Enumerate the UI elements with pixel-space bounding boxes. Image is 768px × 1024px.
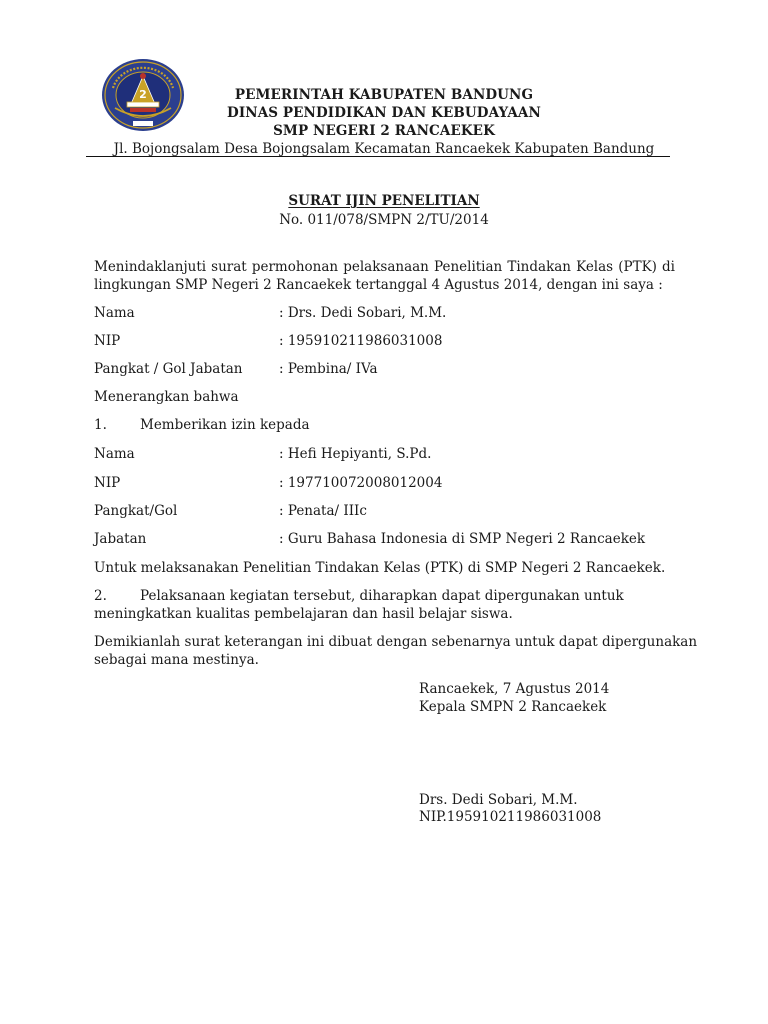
field-value: : Pembina/ IVa — [279, 361, 378, 377]
point-text: Pelaksanaan kegiatan tersebut, diharapkan dapat dipergunakan untuk — [140, 588, 624, 604]
closing-line-1: Demikianlah surat keterangan ini dibuat dengan sebenarnya untuk dapat dipergunakan — [94, 634, 698, 650]
signature-place-date: Rancaekek, 7 Agustus 2014 — [419, 681, 610, 697]
field-label: Nama — [94, 446, 135, 462]
field-value: : 195910211986031008 — [279, 333, 443, 349]
letterhead-school: SMP NEGERI 2 RANCAEKEK — [273, 123, 495, 139]
field-label: Pangkat/Gol — [94, 503, 178, 519]
field-label: Jabatan — [94, 531, 147, 547]
field-label: NIP — [94, 333, 121, 349]
field-value: : Guru Bahasa Indonesia di SMP Negeri 2 Rancaekek — [279, 531, 646, 547]
signature-position: Kepala SMPN 2 Rancaekek — [419, 699, 607, 715]
letterhead-department: DINAS PENDIDIKAN DAN KEBUDAYAAN — [227, 105, 541, 121]
point-2-continuation: meningkatkan kualitas pembelajaran dan hasil belajar siswa. — [94, 606, 513, 622]
letterhead — [110, 86, 658, 140]
letterhead-divider — [86, 156, 670, 157]
letter-title: SURAT IJIN PENELITIAN — [288, 193, 480, 209]
closing-line-2: sebagai mana mestinya. — [94, 652, 259, 668]
intro-paragraph: Menindaklanjuti surat permohonan pelaksanaan Penelitian Tindakan Kelas (PTK) di lingkungan SMP Negeri 2 Rancaekek tertanggal 4 Agustus 2014, dengan ini saya : — [94, 259, 675, 293]
svg-text:2: 2 — [139, 88, 147, 101]
menerangkan-text: Menerangkan bahwa — [94, 389, 239, 405]
point-number: 1. — [94, 417, 107, 433]
field-value: : Hefi Hepiyanti, S.Pd. — [279, 446, 432, 462]
purpose-text: Untuk melaksanakan Penelitian Tindakan Kelas (PTK) di SMP Negeri 2 Rancaekek. — [94, 560, 666, 576]
letter-number: No. 011/078/SMPN 2/TU/2014 — [279, 212, 489, 228]
field-label: NIP — [94, 475, 121, 491]
field-value: : Penata/ IIIc — [279, 503, 367, 519]
point-number: 2. — [94, 588, 107, 604]
field-label: Pangkat / Gol Jabatan — [94, 361, 243, 377]
letterhead-address: Jl. Bojongsalam Desa Bojongsalam Kecamatan Rancaekek Kabupaten Bandung — [113, 141, 655, 157]
field-label: Nama — [94, 305, 135, 321]
point-text: Memberikan izin kepada — [140, 417, 310, 433]
signature-name: Drs. Dedi Sobari, M.M. — [419, 792, 578, 808]
letterhead-government: PEMERINTAH KABUPATEN BANDUNG — [234, 87, 534, 103]
field-value: : Drs. Dedi Sobari, M.M. — [279, 305, 447, 321]
field-value: : 197710072008012004 — [279, 475, 443, 491]
signature-nip: NIP.195910211986031008 — [419, 809, 602, 825]
